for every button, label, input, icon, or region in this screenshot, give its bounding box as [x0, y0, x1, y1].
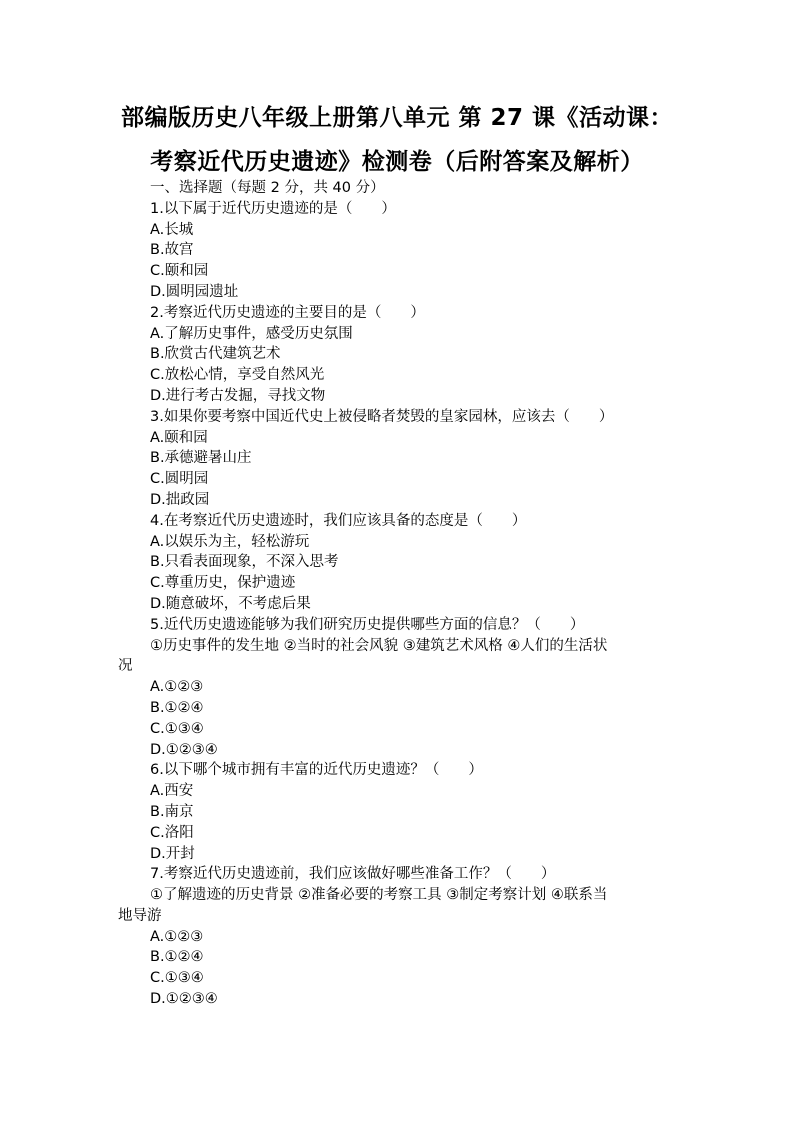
option-a: A.①②③: [150, 679, 204, 696]
question-5: [118, 615, 690, 761]
question-stem: 1.以下属于近代历史遗迹的是（ ）: [150, 200, 396, 217]
option-c: C.①③④: [150, 720, 204, 737]
title-line-2: 考察近代历史遗迹》检测卷（后附答案及解析）: [150, 149, 644, 175]
question-list: [118, 178, 690, 1010]
statement-line-2: 况: [118, 658, 133, 675]
question-stem: 4.在考察近代历史遗迹时，我们应该具备的态度是（ ）: [150, 512, 527, 529]
question-4: [150, 511, 690, 615]
option-d: D.进行考古发掘，寻找文物: [150, 387, 326, 404]
question-stem: 2.考察近代历史遗迹的主要目的是（ ）: [150, 304, 425, 321]
option-d: D.①②③④: [150, 991, 218, 1008]
question-stem: 6.以下哪个城市拥有丰富的近代历史遗迹？（ ）: [150, 762, 483, 779]
question-stem: 5.近代历史遗迹能够为我们研究历史提供哪些方面的信息？（ ）: [150, 616, 585, 633]
section-heading: 一、选择题（每题 2 分，共 40 分）: [150, 180, 385, 196]
option-d: D.拙政园: [150, 491, 210, 508]
option-a: A.以娱乐为主，轻松游玩: [150, 533, 310, 550]
option-d: D.开封: [150, 845, 195, 862]
option-c: C.尊重历史，保护遗迹: [150, 575, 296, 592]
option-c: C.圆明园: [150, 471, 209, 488]
option-c: C.颐和园: [150, 263, 209, 280]
option-a: A.西安: [150, 783, 194, 800]
option-a: A.①②③: [150, 928, 204, 945]
option-b: B.①②④: [150, 949, 204, 966]
option-b: B.①②④: [150, 699, 204, 716]
option-c: C.洛阳: [150, 824, 194, 841]
option-d: D.①②③④: [150, 741, 218, 758]
question-6: [150, 760, 690, 864]
statement-line-1: ①了解遗迹的历史背景 ②准备必要的考察工具 ③制定考察计划 ④联系当: [150, 887, 608, 904]
option-b: B.欣赏古代建筑艺术: [150, 346, 281, 363]
question-stem: 7.考察近代历史遗迹前，我们应该做好哪些准备工作？（ ）: [150, 866, 556, 883]
title-line-1: 部编版历史八年级上册第八单元 第 27 课《活动课：: [120, 105, 674, 131]
question-1: [150, 199, 690, 303]
question-3: [150, 407, 690, 511]
option-d: D.随意破坏，不考虑后果: [150, 595, 311, 612]
option-a: A.长城: [150, 221, 194, 238]
question-stem: 3.如果你要考察中国近代史上被侵略者焚毁的皇家园林，应该去（ ）: [150, 408, 614, 425]
document-title: [0, 96, 794, 184]
option-a: A.了解历史事件，感受历史氛围: [150, 325, 353, 342]
option-b: B.南京: [150, 803, 194, 820]
option-b: B.故宫: [150, 242, 194, 259]
question-2: [150, 303, 690, 407]
option-b: B.只看表面现象，不深入思考: [150, 554, 339, 571]
option-c: C.①③④: [150, 970, 204, 987]
option-a: A.颐和园: [150, 429, 208, 446]
option-b: B.承德避暑山庄: [150, 450, 252, 467]
option-c: C.放松心情，享受自然风光: [150, 367, 325, 384]
statement-line-1: ①历史事件的发生地 ②当时的社会风貌 ③建筑艺术风格 ④人们的生活状: [150, 637, 608, 654]
option-d: D.圆明园遗址: [150, 283, 239, 300]
statement-line-2: 地导游: [118, 907, 162, 924]
question-7: [118, 864, 690, 1010]
